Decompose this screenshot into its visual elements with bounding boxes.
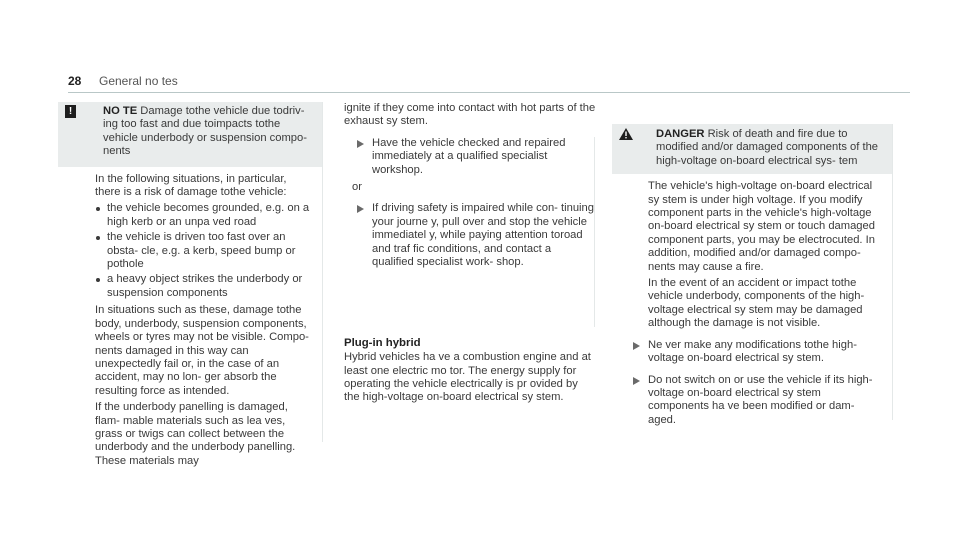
or-text: or	[352, 181, 362, 194]
note-steps	[344, 137, 595, 327]
note-label: NO TE	[103, 105, 138, 117]
danger-label: DANGER	[656, 128, 705, 140]
section-title: General no tes	[99, 74, 178, 88]
exclamation-icon: !	[65, 105, 76, 118]
note-body	[58, 167, 322, 469]
list-item: If driving safety is impaired while con‐ tinuing your journe y, pull over and stop the vehicle immediatel y, while paying attention toroad and traf fic conditions, and contact a qualified specialist work‐ shop.	[344, 202, 594, 269]
bullet-icon	[96, 278, 100, 282]
danger-column	[612, 124, 893, 426]
bullet-icon	[96, 207, 100, 211]
danger-header	[612, 124, 892, 174]
arrow-right-icon	[633, 377, 640, 385]
note-header	[58, 102, 322, 167]
list-item: Ne ver make any modifications tothe high-voltage on-board electrical sy stem.	[620, 339, 884, 366]
hybrid-text: Hybrid vehicles ha ve a combustion engine and at least one electric mo tor. The energy supply for operating the vehicle electrically is pr ovided by the high-voltage on-board electrical sy stem.	[344, 351, 591, 404]
list-item: the vehicle is driven too fast over an obsta‐ cle, e.g. a kerb, speed bump or pothole	[95, 231, 314, 271]
list-item: the vehicle becomes grounded, e.g. on a high kerb or an unpa ved road	[95, 202, 314, 229]
danger-text: Risk of death and fire due to modified and/or damaged components of the high-voltage on-board electrical sys‐ tem	[656, 128, 879, 167]
danger-paragraph: In the event of an accident or impact tothe vehicle underbody, components of the high- voltage electrical sy stem may be damaged although the damage is not visible.	[648, 277, 865, 330]
danger-body	[612, 174, 892, 427]
list-item: Have the vehicle checked and repaired immediately at a qualified specialist workshop.	[344, 137, 594, 177]
note-paragraph: If the underbody panelling is damaged, flam‐ mable materials such as lea ves, grass or twigs can collect between the underbody and the underbody panelling. These materials may	[95, 401, 296, 467]
page-number: 28	[68, 74, 82, 88]
list-item: Do not switch on or use the vehicle if its high-voltage on-board electrical sy stem components ha ve been modified or dam‐ aged.	[620, 374, 884, 428]
note-intro: In the following situations, in particular, there is a risk of damage tothe vehicle:	[95, 172, 287, 199]
arrow-right-icon	[633, 342, 640, 350]
hybrid-heading: Plug-in hybrid	[344, 336, 421, 349]
bullet-icon	[96, 236, 100, 240]
hybrid-section	[336, 337, 596, 405]
warning-icon	[619, 128, 633, 140]
note-text: Damage tothe vehicle due todriv‐ ing too fast and due toimpacts tothe vehicle underbody or suspension compo‐ nents	[103, 105, 307, 158]
note-continuation: ignite if they come into contact with hot parts of the exhaust sy stem.	[344, 102, 596, 128]
danger-paragraph: The vehicle's high-voltage on-board electrical sy stem is under high voltage. If you modify component parts in the vehicle's high-voltage on-board electrical sy stem or touch damaged component parts, you may be electrocuted. In addition, modified and/or damaged compo‐ nents may cause a fire.	[648, 180, 875, 273]
list-item: a heavy object strikes the underbody or suspension components	[95, 273, 314, 300]
arrow-right-icon	[357, 140, 364, 148]
middle-column	[336, 102, 596, 405]
note-column	[58, 102, 323, 467]
note-paragraph: In situations such as these, damage tothe body, underbody, suspension components, wheels or tyres may not be visible. Compo‐ nents damaged in this way can unexpectedly fail or, in the case of an accident, may no lon‐ ger absorb the resulting force as intended.	[95, 304, 309, 397]
page-header	[68, 72, 910, 93]
arrow-right-icon	[357, 205, 364, 213]
